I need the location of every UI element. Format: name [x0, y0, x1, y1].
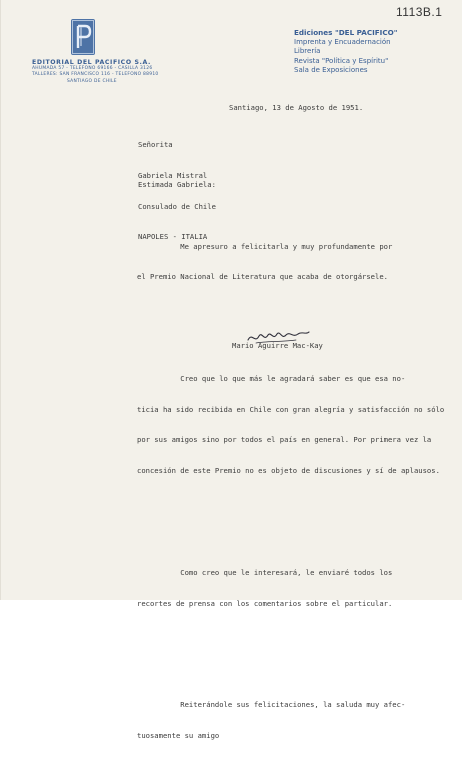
- body-line: por sus amigos sino por todos el país en general. Por primera vez la: [137, 435, 432, 445]
- body-line: tuosamente su amigo: [137, 730, 220, 740]
- service-item: Revista "Política y Espíritu": [294, 56, 389, 65]
- body-line: Me apresuro a felicitarla y muy profundamente por: [137, 241, 393, 251]
- paragraph: [137, 680, 444, 762]
- company-name: EDITORIAL DEL PACIFICO S.A.: [32, 59, 151, 66]
- signatory-name: Mario Aguirre Mac-Kay: [232, 341, 323, 350]
- publisher-logo-icon: [71, 19, 95, 55]
- recipient-line: Consulado de Chile: [138, 201, 216, 211]
- service-item: Librería: [294, 47, 321, 55]
- body-line: recortes de prensa con los comentarios sobre el particular.: [137, 598, 393, 608]
- body-line: ticia ha sido recibida en Chile con gran alegría y satisfacción no sólo: [137, 404, 445, 414]
- paragraph: [137, 548, 444, 630]
- body-line: el Premio Nacional de Literatura que acaba de otorgársele.: [137, 272, 388, 282]
- letter-body: [137, 201, 444, 782]
- recipient-line: NAPOLES - ITALIA: [138, 232, 208, 242]
- company-address-line: AHUMADA 57 - TELEFONO 69166 - CASILLA 3126: [32, 66, 153, 71]
- body-line: Reiterándole sus felicitaciones, la saluda muy afec-: [137, 700, 406, 710]
- company-workshop-line: TALLERES: SAN FRANCISCO 116 - TELEFONO 88910: [32, 72, 159, 78]
- body-line: Como creo que le interesará, le enviaré todos los: [137, 567, 393, 577]
- paragraph: [137, 221, 444, 303]
- service-item: Ediciones "DEL PACIFICO": [294, 28, 398, 37]
- service-item: Sala de Exposiciones: [294, 66, 368, 74]
- archive-number: 1113B.1: [396, 5, 443, 19]
- letterhead-address-block: [32, 59, 159, 85]
- letter-date: Santiago, 13 de Agosto de 1951.: [229, 103, 364, 112]
- company-city-line: SANTIAGO DE CHILE: [67, 78, 117, 84]
- recipient-line: Gabriela Mistral: [138, 171, 208, 181]
- recipient-line: Señorita: [138, 140, 173, 150]
- paragraph: [137, 354, 444, 497]
- body-line: concesión de este Premio no es objeto de discusiones y sí de aplausos.: [137, 466, 440, 476]
- salutation: Estimada Gabriela:: [138, 180, 216, 189]
- body-line: Creo que lo que más le agradará saber es que esa no-: [137, 374, 406, 384]
- service-item: Imprenta y Encuadernación: [294, 37, 391, 46]
- letterhead-services-list: [294, 28, 398, 76]
